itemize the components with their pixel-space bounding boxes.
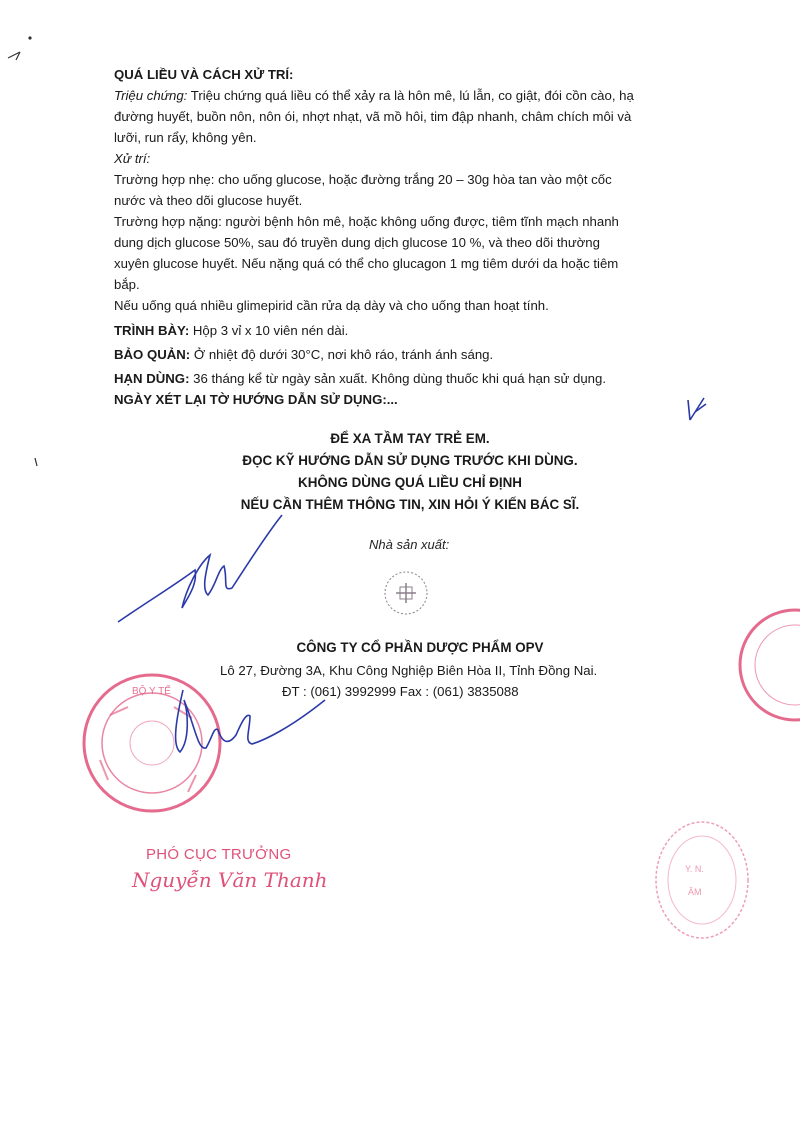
overdose-heading: QUÁ LIỀU VÀ CÁCH XỬ TRÍ:: [114, 67, 294, 82]
svg-text:ÂM: ÂM: [688, 887, 702, 897]
symptoms-label: Triệu chứng:: [114, 88, 188, 103]
partial-seal-stamp: [740, 610, 800, 720]
company-seal-stamp: [385, 572, 427, 614]
severe-case-text: Trường hợp nặng: người bệnh hôn mê, hoặc không uống được, tiêm tĩnh mạch nhanh dung dịch glucose 50%, sau đó truyền dung dịch glucose 10 %, và theo dõi thường xuyên glucose huyết. Nếu nặng quá có thể cho glucagon 1 mg tiêm dưới da hoặc tiêm bắp.: [114, 214, 619, 292]
company-name: CÔNG TY CỔ PHẦN DƯỢC PHẨM OPV: [296, 640, 544, 655]
warning-line: NẾU CẦN THÊM THÔNG TIN, XIN HỎI Ý KIẾN BÁC SĨ.: [240, 497, 580, 512]
warning-line: KHÔNG DÙNG QUÁ LIỀU CHỈ ĐỊNH: [298, 475, 522, 490]
official-name-signature: Nguyễn Văn Thanh: [132, 868, 328, 892]
treatment-label: Xử trí:: [114, 151, 151, 166]
presentation-label: TRÌNH BÀY:: [114, 323, 190, 338]
expiry-text: 36 tháng kể từ ngày sản xuất. Không dùng thuốc khi quá hạn sử dụng.: [189, 371, 606, 386]
signature-stroke: [118, 515, 282, 622]
mild-case-text: Trường hợp nhẹ: cho uống glucose, hoặc đường trắng 20 – 30g hòa tan vào một cốc nước và theo dõi glucose huyết.: [114, 172, 612, 208]
presentation-text: Hộp 3 vỉ x 10 viên nén dài.: [189, 323, 349, 338]
company-address: Lô 27, Đường 3A, Khu Công Nghiệp Biên Hòa II, Tỉnh Đồng Nai.: [220, 663, 598, 678]
faint-oval-stamp: [656, 822, 748, 938]
storage-label: BẢO QUẢN:: [114, 347, 191, 362]
review-date-line: NGÀY XÉT LẠI TỜ HƯỚNG DẪN SỬ DỤNG:...: [114, 392, 398, 407]
too-much-text: Nếu uống quá nhiều glimepirid cần rửa dạ dày và cho uống than hoạt tính.: [114, 298, 549, 313]
manufacturer-label: Nhà sản xuất:: [369, 537, 450, 552]
scan-marks: [8, 37, 37, 466]
svg-text:BỘ Y TẾ: BỘ Y TẾ: [132, 686, 171, 697]
initial-mark: [688, 398, 706, 420]
symptoms-text: Triệu chứng quá liều có thể xảy ra là hôn mê, lú lẫn, co giật, đói cồn cào, hạ đường huyết, buồn nôn, nôn ói, nhợt nhạt, vã mồ hôi, tim đập nhanh, châm chích môi và lưỡi, run rẩy, không yên.: [114, 88, 634, 145]
official-title: PHÓ CỤC TRƯỞNG: [146, 846, 292, 863]
expiry-label: HẠN DÙNG:: [114, 371, 190, 386]
warning-line: ĐỌC KỸ HƯỚNG DẪN SỬ DỤNG TRƯỚC KHI DÙNG.: [242, 453, 578, 468]
company-phone: ĐT : (061) 3992999 Fax : (061) 3835088: [282, 684, 519, 699]
svg-text:Y. N.: Y. N.: [685, 864, 704, 874]
signature-stroke: [176, 690, 325, 752]
storage-text: Ở nhiệt độ dưới 30°C, nơi khô ráo, tránh ánh sáng.: [190, 347, 494, 362]
warning-line: ĐỂ XA TẦM TAY TRẺ EM.: [330, 431, 490, 446]
